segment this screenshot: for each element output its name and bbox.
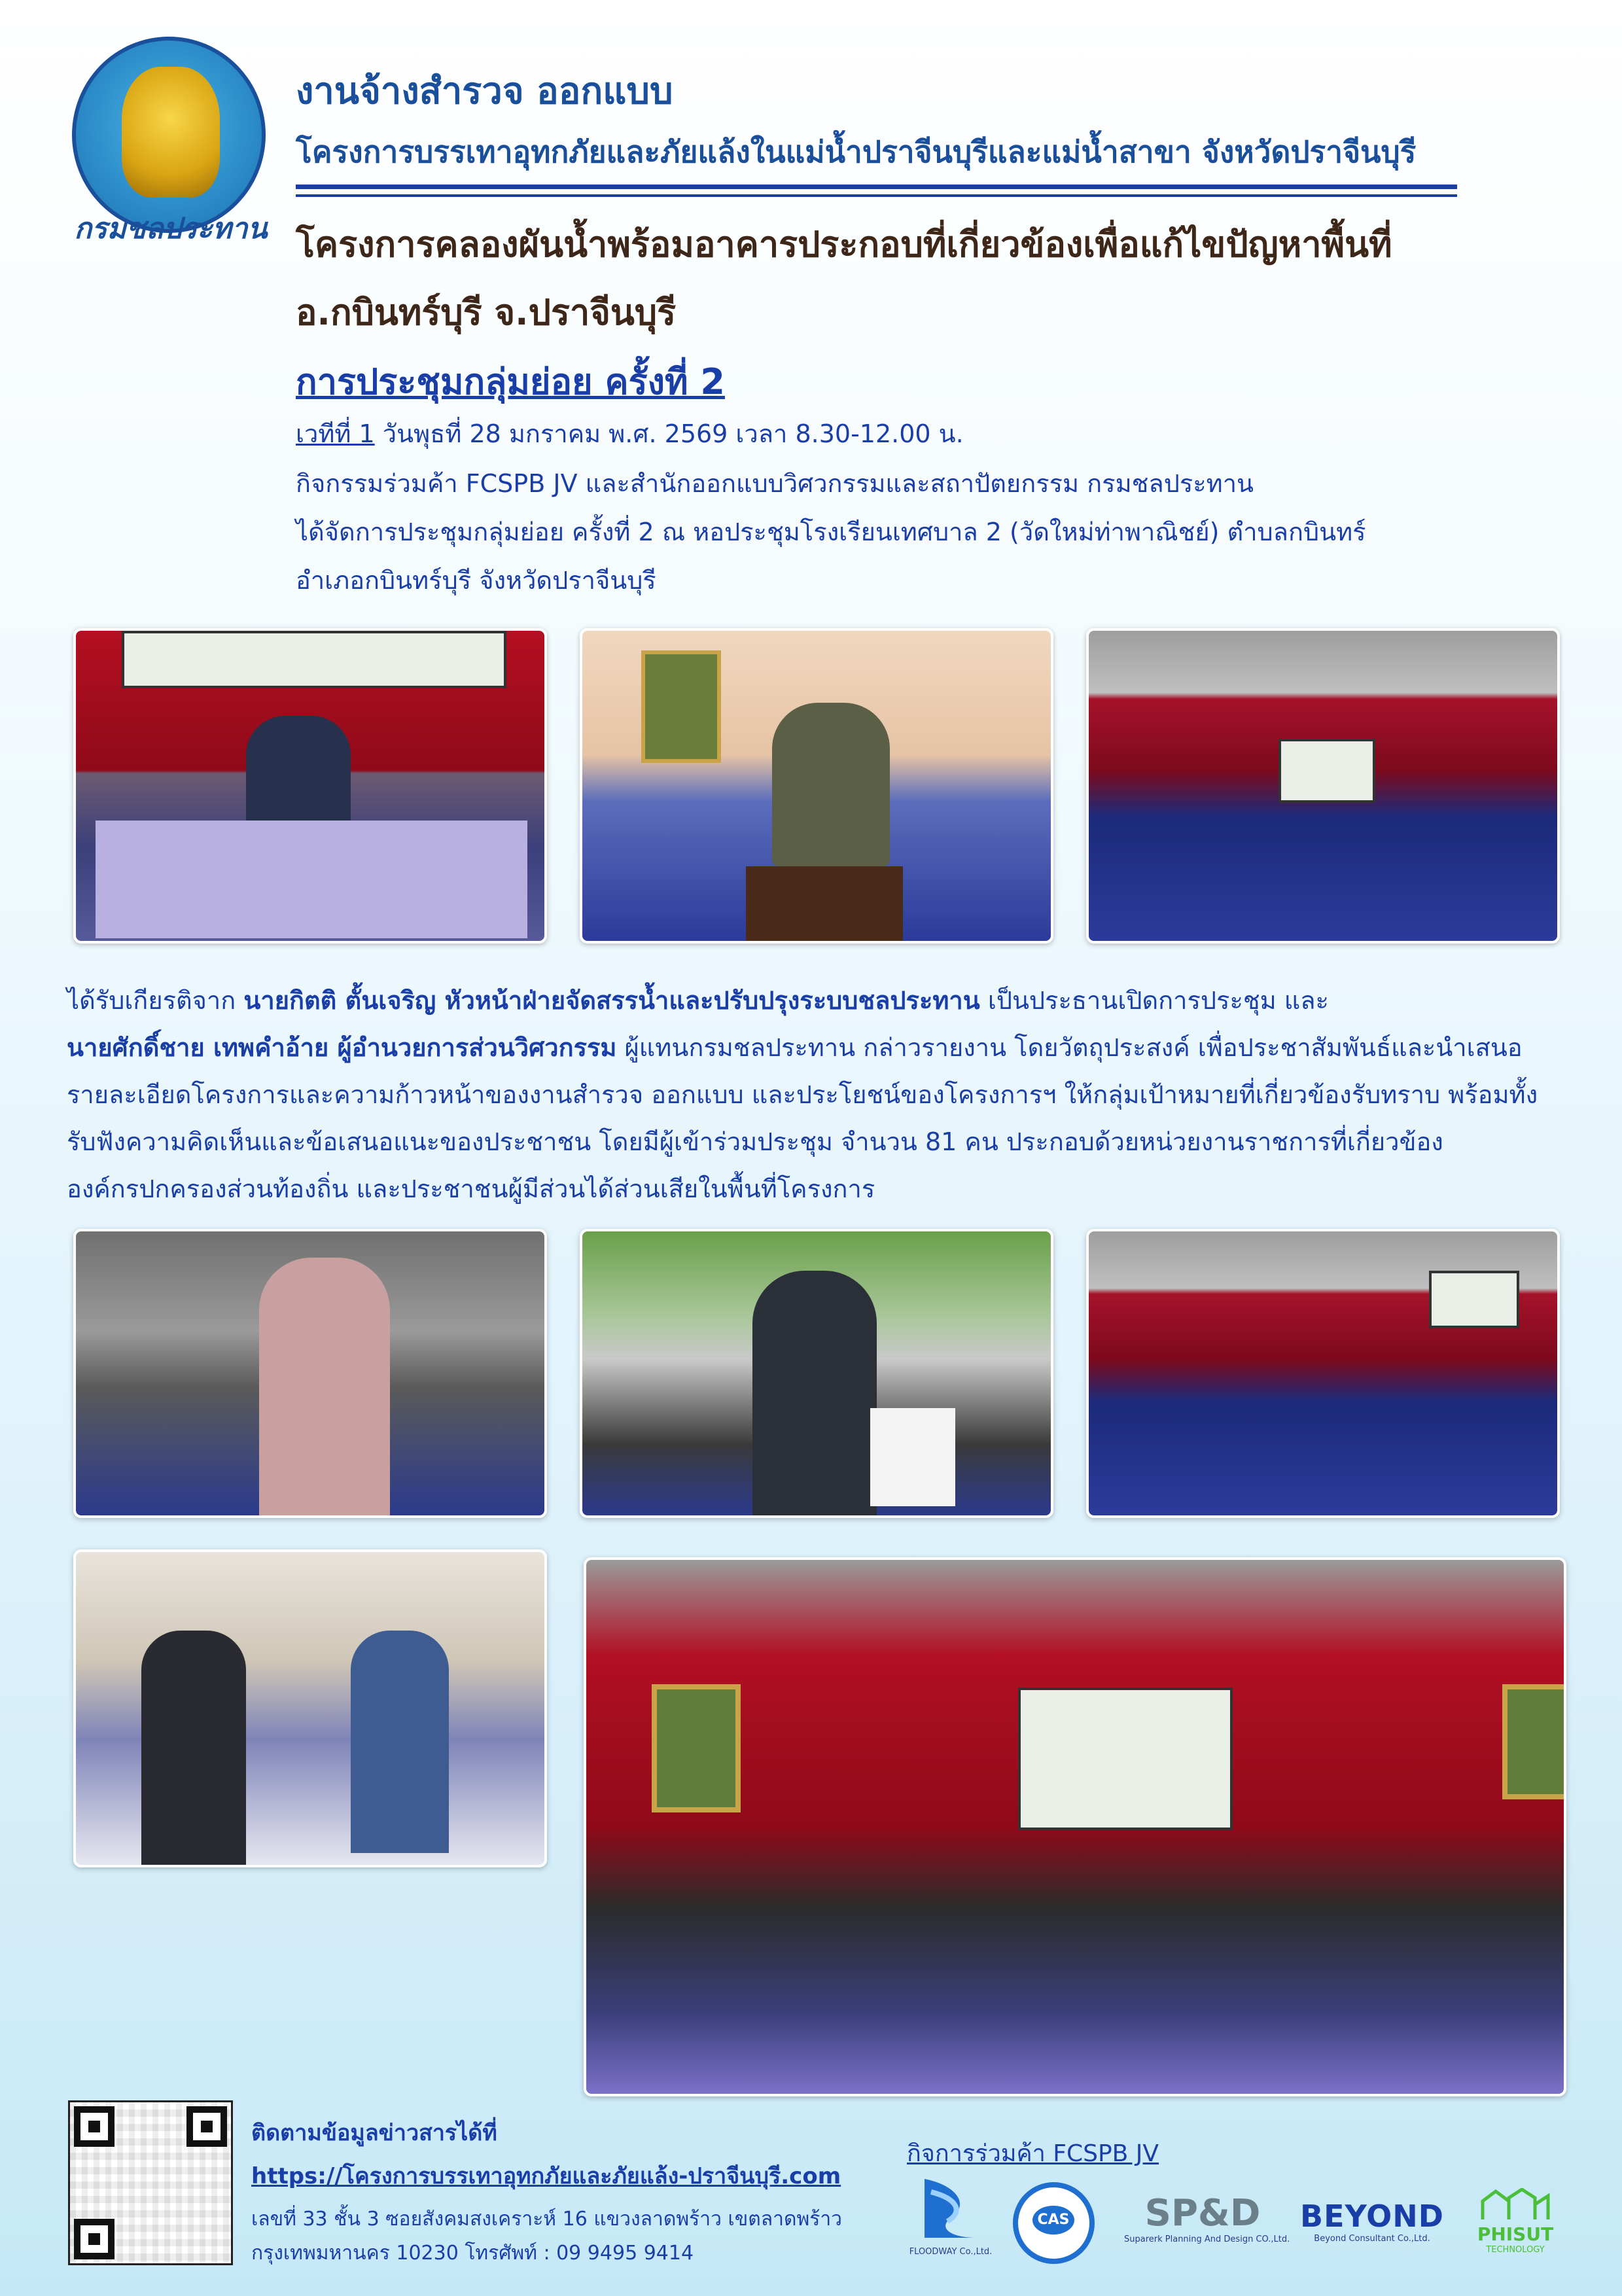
body-line-4: รับฟังความคิดเห็นและข้อเสนอแนะของประชาชน โดยมีผู้เข้าร่วมประชุม จำนวน 81 คน ประกอบด้วยหน่วยงานราชการที่เกี่ยวข้อง: [67, 1127, 1443, 1156]
header-divider-thick: [296, 185, 1457, 189]
phisut-logo: PHISUT TECHNOLOGY: [1463, 2188, 1568, 2255]
body-line-1: ได้รับเกียรติจาก นายกิตติ ตั้นเจริญ หัวหน้าฝ่ายจัดสรรน้ำและปรับปรุงระบบชลประทาน เป็นประธานเปิดการประชุม และ: [67, 986, 1329, 1015]
beyond-logo: BEYOND Beyond Consultant Co.,Ltd.: [1300, 2199, 1444, 2244]
logo-text: กรมชลประทาน: [74, 212, 268, 245]
photo-registration: [73, 1549, 547, 1867]
photo-group: [584, 1557, 1566, 2096]
header-title: งานจ้างสำรวจ ออกแบบ: [296, 70, 673, 113]
joint-venture-label: กิจการร่วมค้า FCSPB JV: [907, 2140, 1159, 2167]
spd-logo: SP&D Suparerk Planning And Design CO.,Ltd.: [1124, 2192, 1290, 2244]
stage-label: เวทีที่ 1: [296, 419, 375, 448]
photo-participant-question-1: [73, 1229, 547, 1518]
body-line-2: นายศักดิ์ชาย เทพคำอ้าย ผู้อำนวยการส่วนวิศวกรรม ผู้แทนกรมชลประทาน กล่าวรายงาน โดยวัตถุประสงค์ เพื่อประชาสัมพันธ์และนำเสนอ: [67, 1033, 1523, 1062]
photo-director-reporting: [580, 628, 1053, 944]
follow-label: ติดตามข้อมูลข่าวสารได้ที่: [251, 2120, 497, 2146]
body-line-3: รายละเอียดโครงการและความก้าวหน้าของงานสำรวจ ออกแบบ และประโยชน์ของโครงการฯ ให้กลุ่มเป้าหมายที่เกี่ยวข้องรับทราบ พร้อมทั้ง: [67, 1080, 1538, 1109]
project-title: โครงการคลองผันน้ำพร้อมอาคารประกอบที่เกี่ยวข้องเพื่อแก้ไขปัญหาพื้นที่: [296, 224, 1392, 265]
photo-participant-question-2: [580, 1229, 1053, 1518]
chairman-name: นายกิตติ ตั้นเจริญ หัวหน้าฝ่ายจัดสรรน้ำและปรับปรุงระบบชลประทาน: [243, 986, 980, 1015]
meeting-title: การประชุมกลุ่มย่อย ครั้งที่ 2: [296, 361, 725, 402]
logo-emblem: [72, 37, 266, 233]
address-line-2: กรุงเทพมหานคร 10230 โทรศัพท์ : 09 9495 9414: [251, 2242, 694, 2265]
floodway-wave-icon: [911, 2172, 990, 2244]
deity-emblem-icon: [122, 67, 220, 198]
director-name: นายศักดิ์ชาย เทพคำอ้าย ผู้อำนวยการส่วนวิศวกรรม: [67, 1033, 617, 1062]
photo-meeting-hall: [1086, 628, 1560, 944]
photo-chairman-speaking: [73, 628, 547, 944]
photo-audience: [1086, 1229, 1560, 1518]
cas-logo: CAS: [1013, 2182, 1095, 2264]
address-line-1: เลขที่ 33 ชั้น 3 ซอยสังคมสงเคราะห์ 16 แขวงลาดพร้าว เขตลาดพร้าว: [251, 2208, 843, 2231]
info-line-4: อำเภอกบินทร์บุรี จังหวัดปราจีนบุรี: [296, 566, 656, 595]
info-line-3: ได้จัดการประชุมกลุ่มย่อย ครั้งที่ 2 ณ หอประชุมโรงเรียนเทศบาล 2 (วัดใหม่ท่าพาณิชย์) ตำบลกบินทร์: [296, 518, 1366, 546]
qr-code[interactable]: [68, 2100, 233, 2265]
floodway-logo: FLOODWAY Co.,Ltd.: [902, 2172, 1000, 2270]
website-link[interactable]: https://โครงการบรรเทาอุทกภัยและภัยแล้ง-ปราจีนบุรี.com: [251, 2163, 841, 2189]
header-divider-thin: [296, 194, 1457, 197]
body-line-5: องค์กรปกครองส่วนท้องถิ่น และประชาชนผู้มีส่วนได้ส่วนเสียในพื้นที่โครงการ: [67, 1174, 875, 1203]
phisut-buildings-icon: [1479, 2188, 1551, 2221]
meeting-date: [296, 414, 964, 453]
info-line-2: กิจกรรมร่วมค้า FCSPB JV และสำนักออกแบบวิศวกรรมและสถาปัตยกรรม กรมชลประทาน: [296, 469, 1254, 498]
date-time: วันพุธที่ 28 มกราคม พ.ศ. 2569 เวลา 8.30-12.00 น.: [374, 419, 964, 448]
project-location: อ.กบินทร์บุรี จ.ปราจีนบุรี: [296, 292, 677, 333]
header-subtitle: โครงการบรรเทาอุทกภัยและภัยแล้งในแม่น้ำปราจีนบุรีและแม่น้ำสาขา จังหวัดปราจีนบุรี: [296, 134, 1417, 169]
royal-irrigation-department-logo: [69, 37, 272, 253]
